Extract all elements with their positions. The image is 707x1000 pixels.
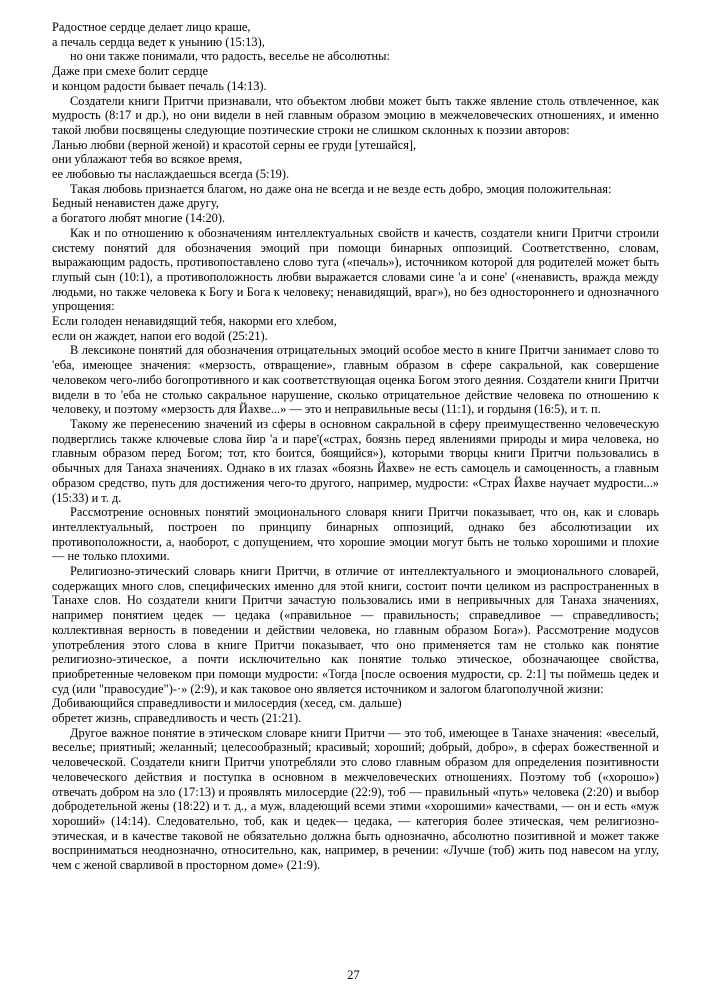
paragraph: но они также понимали, что радость, веселье не абсолютны: (70, 49, 390, 64)
verse-line: а печаль сердца ведет к унынию (15:13), (52, 34, 265, 49)
paragraph: Как и по отношению к обозначениям интеллектуальных свойств и качеств, создатели книги Притчи строили систему понятий для обозначения эмоций при помощи бинарных оппозиций. Соответственно, словам, выражающим радость, противопоставлено слово туга («печаль»), источником которой для родителей может быть глупый сын (10:1), а противоположность любви выражается словами сине 'а и соне' («ненависть, вражда между людьми, но также человека к Богу и Бога к человеку; ненавидящий, враг»), но без одностороннего и однозначного упрощения: (52, 225, 659, 314)
verse-line: Если голоден ненавидящий тебя, накорми его хлебом, (52, 314, 337, 329)
paragraph: Рассмотрение основных понятий эмоционального словаря книги Притчи показывает, что он, как и словарь интеллектуальный, построен по принципу бинарных оппозиций, однако без абсолютизации их противоположности, а, наоборот, с допущением, что хорошие эмоции могут быть не только хорошими и плохие — не только плохими. (52, 505, 659, 564)
verse-line: если он жаждет, напои его водой (25:21). (52, 328, 268, 343)
verse-line: Радостное сердце делает лицо краше, (52, 20, 251, 34)
paragraph: Такому же перенесению значений из сферы в основном сакральной в сферу преимущественно человеческую подверглись также ключевые слова йир 'а и паре'(«страх, боязнь перед явлениями природы и мира человека, но главным образом перед Богом; тот, кто боится, боящийся»), которыми творцы книги Притчи пользовались в обычных для Танаха значениях. Однако в их глазах «боязнь Йахве» не есть самоцель и самоценность, а главным образом средство, путь для достижения чего-то другого, например, мудрости: «Страх Йахве научает мудрости...» (15:33) и т. д. (52, 416, 659, 505)
verse-line: они ублажают тебя во всякое время, (52, 152, 243, 167)
verse-line: а богатого любят многие (14:20). (52, 211, 226, 226)
verse-line: Бедный ненавистен даже другу, (52, 196, 219, 211)
verse-line: Ланью любви (верной женой) и красотой серны ее груди [утешайся], (52, 137, 417, 152)
paragraph: В лексиконе понятий для обозначения отрицательных эмоций особое место в книге Притчи занимает слово то 'еба, имеющее значения: «мерзость, отвращение», главным образом в сфере сакральной, как совершение человеком чего-либо богопротивного и как соответствующая оценка Богом этого деяния. Создатели книги Притчи видели в то 'еба не столько сакральное нарушение, сколько отрицательное действие человека по отношению к человеку, и поэтому «мерзость для Йахве...» — это и неправильные весы (11:1), и гордыня (16:5), и т. п. (52, 343, 659, 417)
verse-line: обретет жизнь, справедливость и честь (21:21). (52, 711, 302, 726)
verse-line: и концом радости бывает печаль (14:13). (52, 78, 267, 93)
paragraph: Другое важное понятие в этическом словаре книги Притчи — это тоб, имеющее в Танахе значения: «веселый, веселье; приятный; желанный; целесообразный; красивый; хороший; добрый, добро», в сферах божественной и человеческой. Создатели книги Притчи употребляли это слово главным образом для определения позитивности человеческого действия и поступка в основном в межчеловеческих отношениях. Поэтому тоб («хорошо») отвечать добром на зло (17:13) и проявлять милосердие (22:9), тоб — правильный «путь» человека (2:20) и выбор добродетельной жены (18:22) и т. д., а муж, владеющий всеми этими «хорошими» качествами, — он и есть «муж хороший» (14:14). Следовательно, тоб, как и цедек— цедака, — категория более этическая, чем религиозно-этическая, и в качестве таковой не обязательно должна быть однозначно, абсолютно позитивной и может также восприниматься неоднозначно, относительно, как, например, в речении: «Лучше (тоб) жить под навесом на углу, чем с женой сварливой в просторном доме» (21:9). (52, 725, 659, 873)
verse-line: Добивающийся справедливости и милосердия (хесед, см. дальше) (52, 696, 402, 711)
document-page (52, 20, 659, 873)
page-number: 27 (347, 968, 360, 982)
verse-line: Даже при смехе болит сердце (52, 64, 208, 79)
paragraph: Такая любовь признается благом, но даже она не всегда и не везде есть добро, эмоция положительная: (70, 181, 612, 196)
paragraph: Религиозно-этический словарь книги Притчи, в отличие от интеллектуального и эмоционального словарей, содержащих много слов, специфических именно для этой книги, состоит почти целиком из распространенных в Танахе слов. Но создатели книги Притчи зачастую пользовались ими в непривычных для Танаха значениях, например понятием цедек — цедака («правильное — правильность; справедливое — справедливость; коллективная верность в поведении и действии человека, но главным образом Бога»). Рассмотрение модусов употребления этого слова в книге Притчи показывает, что оно применяется там не столько как понятие религиозно-этическое, а почти исключительно как понятие только этическое, обозначающее свойства, приобретенные человеком при помощи мудрости: «Тогда [после освоения мудрости, ср. 2:1] ты поймешь цедек и суд (или "правосудие")-·» (2:9), и как таковое оно является источником и залогом благополучной жизни: (52, 564, 659, 696)
paragraph: Создатели книги Притчи признавали, что объектом любви может быть также явление столь отвлеченное, как мудрость (8:17 и др.), но они видели в ней главным образом эмоцию в межчеловеческих отношениях, и именно такой любви посвящены следующие поэтические строки не слишком склонных к поэзии авторов: (52, 93, 659, 137)
verse-line: ее любовью ты наслаждаешься всегда (5:19). (52, 167, 290, 182)
